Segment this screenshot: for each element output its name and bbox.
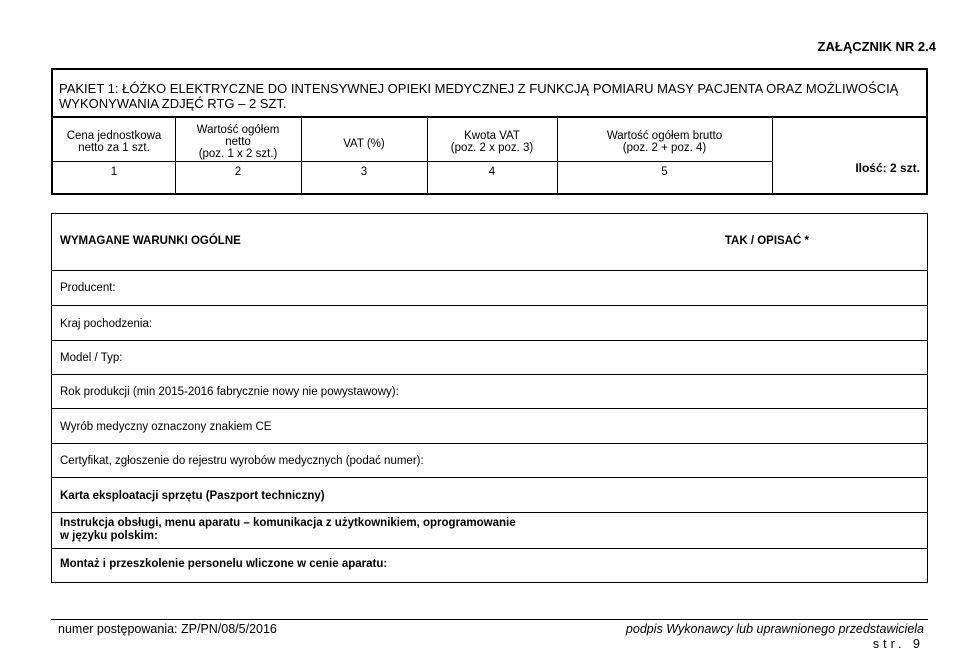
col-number: 4 bbox=[488, 166, 496, 178]
table-row bbox=[52, 341, 927, 375]
requirements-table bbox=[51, 213, 928, 583]
header-vat-amount: Kwota VAT (poz. 2 x poz. 3) bbox=[450, 130, 534, 154]
row-label: Producent: bbox=[60, 282, 116, 294]
row-label: Rok produkcji (min 2015-2016 fabrycznie nowy nie powystawowy): bbox=[60, 386, 399, 398]
price-table bbox=[51, 116, 928, 195]
procedure-number: numer postępowania: ZP/PN/08/5/2016 bbox=[58, 622, 277, 636]
col-number: 1 bbox=[110, 166, 118, 178]
quantity-label: Ilość: 2 szt. bbox=[855, 161, 920, 175]
row-label: Model / Typ: bbox=[60, 352, 123, 364]
package-header bbox=[51, 68, 928, 116]
table-row bbox=[52, 549, 927, 583]
header-vat-rate: VAT (%) bbox=[343, 138, 385, 150]
header-gross-total: Wartość ogółem brutto (poz. 2 + poz. 4) bbox=[606, 130, 723, 154]
answer-column-header: TAK / OPISAĆ * bbox=[724, 235, 809, 247]
requirements-column-header: WYMAGANE WARUNKI OGÓLNE bbox=[60, 235, 241, 247]
col-divider bbox=[772, 118, 773, 195]
col-number: 3 bbox=[360, 166, 368, 178]
header-unit-price: Cena jednostkowa netto za 1 szt. bbox=[66, 130, 162, 154]
footer-divider bbox=[51, 619, 928, 620]
page-number: str. 9 bbox=[872, 637, 924, 651]
table-row bbox=[52, 513, 927, 549]
table-row bbox=[52, 271, 927, 306]
table-row bbox=[52, 306, 927, 341]
row-label: Wyrób medyczny oznaczony znakiem CE bbox=[60, 421, 272, 433]
row-label: Montaż i przeszkolenie personelu wliczone w cenie aparatu: bbox=[60, 558, 388, 570]
requirements-header-row bbox=[52, 214, 927, 271]
table-row bbox=[52, 375, 927, 409]
row-label: Kraj pochodzenia: bbox=[60, 318, 153, 330]
header-net-total: Wartość ogółem netto (poz. 1 x 2 szt.) bbox=[196, 124, 280, 160]
col-divider bbox=[301, 118, 302, 195]
table-row bbox=[52, 444, 927, 478]
row-label: Certyfikat, zgłoszenie do rejestru wyrobów medycznych (podać numer): bbox=[60, 455, 424, 467]
col-number: 2 bbox=[234, 166, 242, 178]
package-title: PAKIET 1: ŁÓŻKO ELEKTRYCZNE DO INTENSYWNEJ OPIEKI MEDYCZNEJ Z FUNKCJĄ POMIARU MASY PACJENTA ORAZ MOŻLIWOŚCIĄ WYKONYWANIA ZDJĘĆ RTG – 2 SZT. bbox=[59, 81, 899, 111]
row-divider bbox=[53, 161, 772, 162]
row-label: Karta eksploatacji sprzętu (Paszport techniczny) bbox=[60, 490, 325, 502]
table-row bbox=[52, 478, 927, 513]
annex-label: ZAŁĄCZNIK NR 2.4 bbox=[817, 39, 936, 54]
col-number: 5 bbox=[661, 166, 668, 178]
table-row bbox=[52, 409, 927, 444]
row-label: Instrukcja obsługi, menu aparatu – komunikacja z użytkownikiem, oprogramowanie w języku polskim: bbox=[60, 517, 516, 542]
signature-caption: podpis Wykonawcy lub uprawnionego przedstawiciela bbox=[625, 622, 924, 636]
